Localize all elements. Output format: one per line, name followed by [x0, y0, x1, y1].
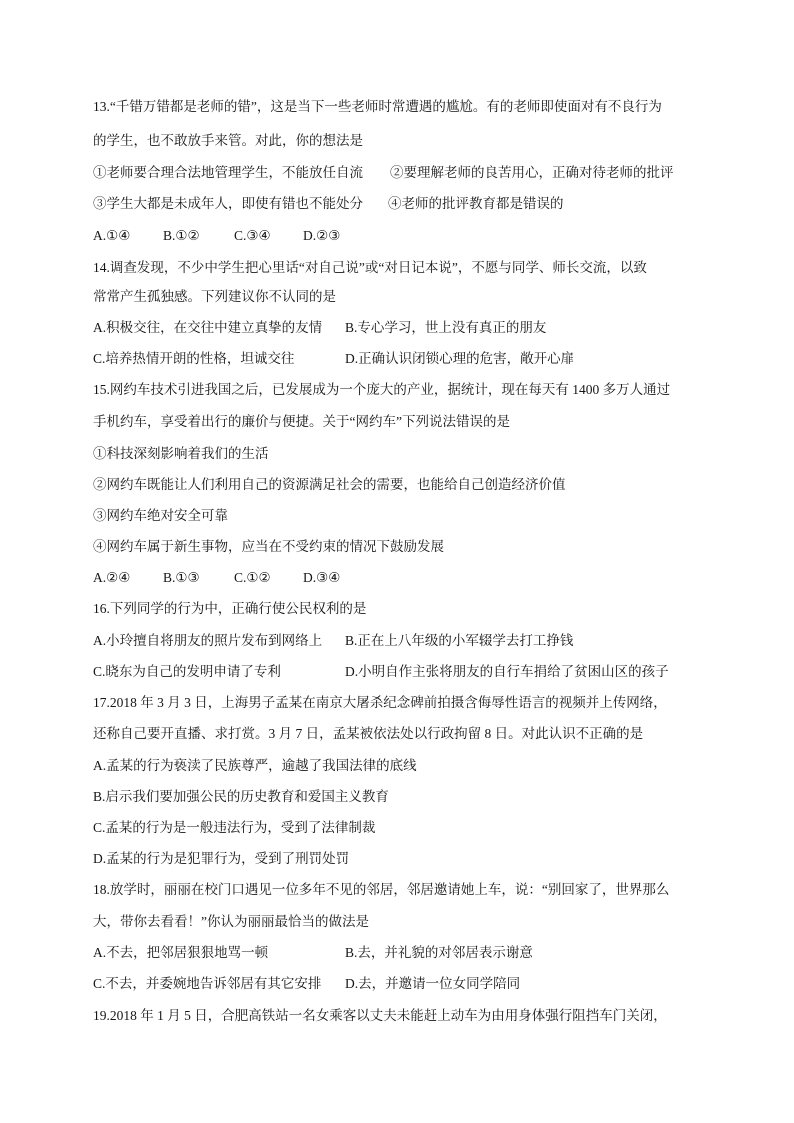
answer-choice-c: C.①②: [234, 570, 271, 585]
answer-option-c: C.晓东为自己的发明申请了专利: [93, 664, 281, 679]
answer-option-b: B.正在上八年级的小军辍学去打工挣钱: [345, 633, 574, 648]
question-stem: 17.2018 年 3 月 3 日，上海男子孟某在南京大屠杀纪念碑前拍摄含侮辱性语言的视频并上传网络，: [93, 695, 667, 710]
question-stem: 大，带你去看看！”你认为丽丽最恰当的做法是: [93, 914, 369, 929]
question-stem: 16.下列同学的行为中，正确行使公民权利的是: [93, 601, 367, 616]
answer-option-d: D.小明自作主张将朋友的自行车捐给了贫困山区的孩子: [345, 664, 669, 679]
statement-item: ③学生大都是未成年人，即使有错也不能处分: [93, 196, 363, 211]
question-stem: 的学生，也不敢放手来管。对此，你的想法是: [93, 133, 363, 148]
answer-option-c: C.孟某的行为是一般违法行为，受到了法律制裁: [93, 820, 376, 835]
answer-option-a: A.不去，把邻居狠狠地骂一顿: [93, 945, 269, 960]
statement-item: ②网约车既能让人们利用自己的资源满足社会的需要，也能给自己创造经济价值: [93, 477, 566, 492]
question-stem: 18.放学时，丽丽在校门口遇见一位多年不见的邻居，邻居邀请她上车，说：“别回家了，世界那么: [93, 882, 670, 897]
answer-choice-b: B.①③: [163, 570, 200, 585]
answer-choice-a: A.②④: [93, 570, 131, 585]
answer-choice-b: B.①②: [163, 228, 200, 243]
question-stem: 手机约车，享受着出行的廉价与便捷。关于“网约车”下列说法错误的是: [93, 414, 510, 429]
statement-item: ③网约车绝对安全可靠: [93, 508, 228, 523]
question-stem: 19.2018 年 1 月 5 日，合肥高铁站一名女乘客以丈夫未能赶上动车为由用身体强行阻挡车门关闭，: [93, 1008, 667, 1023]
answer-option-b: B.专心学习，世上没有真正的朋友: [345, 320, 547, 335]
question-stem: 还称自己要开直播、求打赏。3 月 7 日，孟某被依法处以行政拘留 8 日。对此认识不正确的是: [93, 726, 644, 741]
answer-option-c: C.培养热情开朗的性格，坦诚交往: [93, 351, 295, 366]
answer-option-a: A.积极交往，在交往中建立真挚的友情: [93, 320, 323, 335]
answer-option-b: B.启示我们要加强公民的历史教育和爱国主义教育: [93, 789, 389, 804]
answer-option-d: D.正确认识闭锁心理的危害，敞开心扉: [345, 351, 575, 366]
statement-item: ①科技深刻影响着我们的生活: [93, 446, 269, 461]
question-stem: 13.“千错万错都是老师的错”，这是当下一些老师时常遭遇的尴尬。有的老师即使面对有不良行为: [93, 99, 662, 114]
answer-choice-d: D.②③: [303, 228, 341, 243]
answer-choice-d: D.③④: [303, 570, 341, 585]
statement-item: ④老师的批评教育都是错误的: [388, 196, 564, 211]
answer-choice-c: C.③④: [234, 228, 271, 243]
question-stem: 15.网约车技术引进我国之后，已发展成为一个庞大的产业，据统计，现在每天有 1400 多万人通过: [93, 382, 671, 397]
answer-option-a: A.孟某的行为亵渎了民族尊严，逾越了我国法律的底线: [93, 758, 417, 773]
answer-option-a: A.小玲擅自将朋友的照片发布到网络上: [93, 633, 323, 648]
statement-item: ②要理解老师的良苦用心，正确对待老师的批评: [390, 165, 674, 180]
answer-option-c: C.不去，并委婉地告诉邻居有其它安排: [93, 976, 322, 991]
answer-option-d: D.去，并邀请一位女同学陪同: [345, 976, 521, 991]
question-stem: 14.调查发现，不少中学生把心里话“对自己说”或“对日记本说”，不愿与同学、师长交流，以致: [93, 260, 647, 275]
answer-option-d: D.孟某的行为是犯罪行为，受到了刑罚处罚: [93, 851, 350, 866]
question-stem: 常常产生孤独感。下列建议你不认同的是: [93, 289, 336, 304]
statement-item: ①老师要合理合法地管理学生，不能放任自流: [93, 165, 363, 180]
answer-choice-a: A.①④: [93, 228, 131, 243]
answer-option-b: B.去，并礼貌的对邻居表示谢意: [345, 945, 533, 960]
statement-item: ④网约车属于新生事物，应当在不受约束的情况下鼓励发展: [93, 539, 444, 554]
